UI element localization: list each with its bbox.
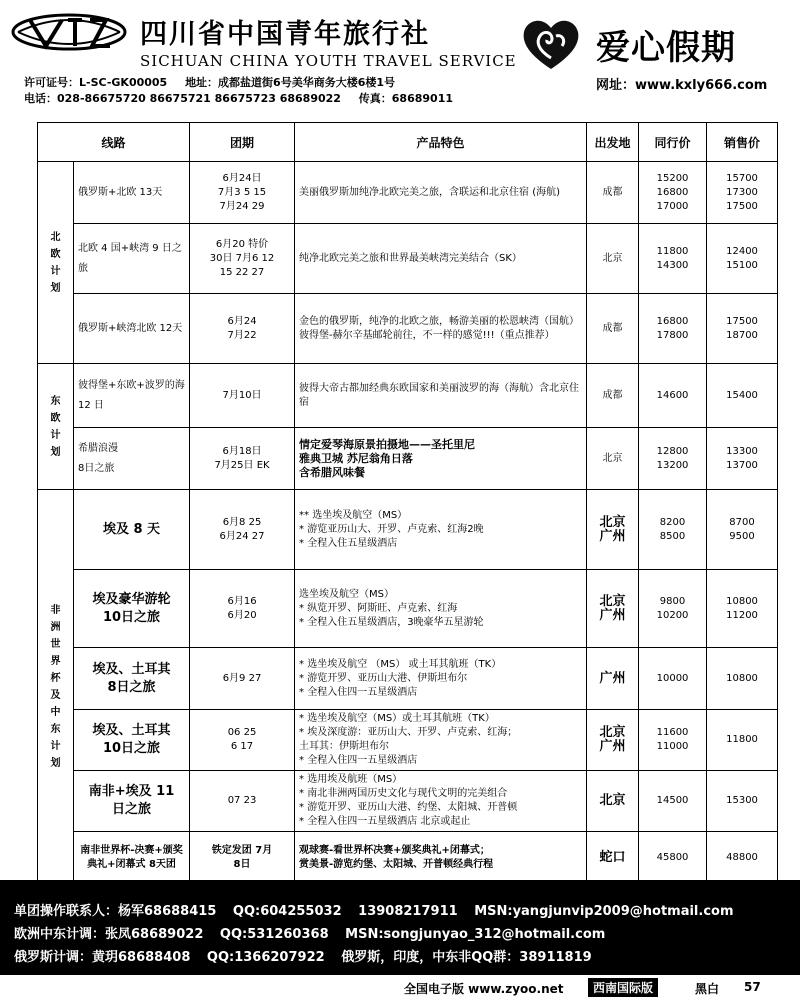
route-cell: 埃及、土耳其 10日之旅 <box>74 710 190 771</box>
table-row <box>38 224 778 294</box>
peer-price-cell: 15200 16800 17000 <box>639 162 707 224</box>
peer-price-cell: 9800 10200 <box>639 570 707 648</box>
departure-cell: 北京 广州 <box>587 570 639 648</box>
features-cell: 金色的俄罗斯，纯净的北欧之旅，畅游美丽的松恩峡湾（国航）彼得堡-赫尔辛基邮轮前往，不一样的感觉!!!（重点推荐） <box>295 294 587 364</box>
table-row <box>38 710 778 771</box>
dates-cell: 铁定发团 7月 8日 <box>190 832 295 884</box>
features-cell: 彼得大帝古都加经典东欧国家和美丽波罗的海（海航）含北京住宿 <box>295 364 587 428</box>
page-footer-bar <box>0 975 800 1000</box>
website-link[interactable]: 网址：www.kxly666.com <box>596 78 768 93</box>
table-row <box>38 428 778 490</box>
contact-qq: QQ:531260368 <box>219 927 329 942</box>
sale-price-cell: 8700 9500 <box>707 490 778 570</box>
table-row <box>38 570 778 648</box>
features-cell: * 选用埃及航班（MS） * 南北非洲两国历史文化与现代文明的完美组合 * 游览开罗、亚历山大港、约堡、太阳城、开普顿 * 全程入住四一五星级酒店 北京或起止 <box>295 771 587 832</box>
info-line-contact <box>24 90 467 106</box>
contact-qq: QQ:604255032 <box>232 904 342 919</box>
spiral-heart-logo-icon <box>520 14 582 72</box>
contact-name: 单团操作联系人：杨军68688415 <box>14 904 217 919</box>
contact-qq: QQ:1366207922 <box>206 950 325 965</box>
dates-cell: 6月18日 7月25日 EK <box>190 428 295 490</box>
route-cell: 埃及、土耳其 8日之旅 <box>74 648 190 710</box>
header-features: 产品特色 <box>295 123 587 162</box>
route-cell: 彼得堡+东欧+波罗的海 12 日 <box>74 364 190 428</box>
sale-price-cell: 48800 <box>707 832 778 884</box>
dates-cell: 6月8 25 6月24 27 <box>190 490 295 570</box>
departure-cell: 北京 广州 <box>587 490 639 570</box>
features-cell: 观球赛-看世界杯决赛+颁奖典礼+闭幕式； 赏美景-游览约堡、太阳城、开普顿经典行程 <box>295 832 587 884</box>
region-africa-middle-east: 非洲世界杯及中东计划 <box>38 490 74 884</box>
table-row <box>38 162 778 224</box>
features-cell: * 选坐埃及航空（MS）或土耳其航班（TK） * 埃及深度游：亚历山大、开罗、卢克索、红海； 土耳其：伊斯坦布尔 * 全程入住四一五星级酒店 <box>295 710 587 771</box>
agency-title: 四川省中国青年旅行社 <box>140 19 430 50</box>
route-cell: 俄罗斯+北欧 13天 <box>74 162 190 224</box>
contact-qq-group: 俄罗斯，印度，中东非QQ群：38911819 <box>341 950 592 965</box>
peer-price-cell: 11800 14300 <box>639 224 707 294</box>
section-label: 西南国际版 <box>588 978 658 997</box>
table-row <box>38 648 778 710</box>
sale-price-cell: 10800 11200 <box>707 570 778 648</box>
color-label: 黑白 <box>695 982 720 996</box>
route-cell: 俄罗斯+峡湾北欧 12天 <box>74 294 190 364</box>
contact-msn[interactable]: MSN:songjunyao_312@hotmail.com <box>345 927 606 942</box>
peer-price-cell: 8200 8500 <box>639 490 707 570</box>
fax-number: 传真：68689011 <box>358 92 454 105</box>
dates-cell: 07 23 <box>190 771 295 832</box>
peer-price-cell: 14600 <box>639 364 707 428</box>
header-dates: 团期 <box>190 123 295 162</box>
table-row <box>38 294 778 364</box>
header-peer-price: 同行价 <box>639 123 707 162</box>
agency-title-english: SICHUAN CHINA YOUTH TRAVEL SERVICE <box>140 52 517 70</box>
route-cell: 南非+埃及 11 日之旅 <box>74 771 190 832</box>
header <box>0 0 800 120</box>
table-row <box>38 490 778 570</box>
departure-cell: 蛇口 <box>587 832 639 884</box>
dates-cell: 6月16 6月20 <box>190 570 295 648</box>
sale-price-cell: 11800 <box>707 710 778 771</box>
route-cell: 埃及豪华游轮 10日之旅 <box>74 570 190 648</box>
contact-name: 欧洲中东计调：张凤68689022 <box>14 927 204 942</box>
dates-cell: 6月24日 7月3 5 15 7月24 29 <box>190 162 295 224</box>
peer-price-cell: 12800 13200 <box>639 428 707 490</box>
peer-price-cell: 14500 <box>639 771 707 832</box>
route-cell: 希腊浪漫 8日之旅 <box>74 428 190 490</box>
table-row <box>38 832 778 884</box>
sale-price-cell: 15300 <box>707 771 778 832</box>
header-departure: 出发地 <box>587 123 639 162</box>
sale-price-cell: 15400 <box>707 364 778 428</box>
region-northern-europe: 北欧计划 <box>38 162 74 364</box>
phone-numbers: 电话：028-86675720 86675721 86675723 68689022 <box>24 92 341 105</box>
header-sale-price: 销售价 <box>707 123 778 162</box>
features-cell: 美丽俄罗斯加纯净北欧完美之旅，含联运和北京住宿 (海航) <box>295 162 587 224</box>
route-cell: 埃及 8 天 <box>74 490 190 570</box>
dates-cell: 06 25 6 17 <box>190 710 295 771</box>
departure-cell: 成都 <box>587 162 639 224</box>
tour-table <box>37 122 778 884</box>
departure-cell: 北京 广州 <box>587 710 639 771</box>
address: 地址：成都盐道街6号美华商务大楼6楼1号 <box>185 76 396 89</box>
peer-price-cell: 10000 <box>639 648 707 710</box>
page-number: 57 <box>744 980 761 994</box>
dates-cell: 6月24 7月22 <box>190 294 295 364</box>
peer-price-cell: 45800 <box>639 832 707 884</box>
contact-mobile: 13908217911 <box>358 904 458 919</box>
sale-price-cell: 10800 <box>707 648 778 710</box>
departure-cell: 北京 <box>587 224 639 294</box>
features-cell: ** 选坐埃及航空（MS） * 游览亚历山大、开罗、卢克索、红海2晚 * 全程入住五星级酒店 <box>295 490 587 570</box>
sale-price-cell: 17500 18700 <box>707 294 778 364</box>
route-cell: 南非世界杯-决赛+颁奖典礼+闭幕式 8天团 <box>74 832 190 884</box>
region-eastern-europe: 东欧计划 <box>38 364 74 490</box>
sale-price-cell: 13300 13700 <box>707 428 778 490</box>
peer-price-cell: 16800 17800 <box>639 294 707 364</box>
license-number: 许可证号：L-SC-GK00005 <box>24 76 168 89</box>
edition-label: 全国电子版 www.zyoo.net <box>404 982 564 996</box>
table-header-row <box>38 123 778 162</box>
dates-cell: 6月9 27 <box>190 648 295 710</box>
contact-msn[interactable]: MSN:yangjunvip2009@hotmail.com <box>474 904 734 919</box>
departure-cell: 成都 <box>587 294 639 364</box>
departure-cell: 成都 <box>587 364 639 428</box>
header-route: 线路 <box>38 123 190 162</box>
info-line-license <box>24 74 409 90</box>
contact-line-russia <box>14 946 604 965</box>
features-cell: 纯净北欧完美之旅和世界最美峡湾完美结合（SK） <box>295 224 587 294</box>
route-cell: 北欧 4 国+峡湾 9 日之旅 <box>74 224 190 294</box>
contact-footer <box>0 880 800 975</box>
dates-cell: 7月10日 <box>190 364 295 428</box>
departure-cell: 北京 <box>587 771 639 832</box>
peer-price-cell: 11600 11000 <box>639 710 707 771</box>
features-cell: 情定爱琴海原景拍摄地——圣托里尼 雅典卫城 苏尼翁角日落 含希腊风味餐 <box>295 428 587 490</box>
table-row <box>38 364 778 428</box>
dates-cell: 6月20 特价 30日 7月6 12 15 22 27 <box>190 224 295 294</box>
contact-name: 俄罗斯计调：黄玥68688408 <box>14 950 191 965</box>
departure-cell: 北京 <box>587 428 639 490</box>
table-row <box>38 771 778 832</box>
sale-price-cell: 15700 17300 17500 <box>707 162 778 224</box>
features-cell: 选坐埃及航空（MS） * 纵览开罗、阿斯旺、卢克索、红海 * 全程入住五星级酒店，3晚豪华五星游轮 <box>295 570 587 648</box>
departure-cell: 广州 <box>587 648 639 710</box>
features-cell: * 选坐埃及航空 （MS） 或土耳其航班（TK） * 游览开罗、亚历山大港、伊斯坦布尔 * 全程入住四一五星级酒店 <box>295 648 587 710</box>
contact-line-europe <box>14 923 617 942</box>
contact-line-group-tour <box>14 900 746 919</box>
sale-price-cell: 12400 15100 <box>707 224 778 294</box>
brand-name: 爱心假期 <box>596 28 736 68</box>
travel-agency-logo-icon <box>10 12 128 52</box>
